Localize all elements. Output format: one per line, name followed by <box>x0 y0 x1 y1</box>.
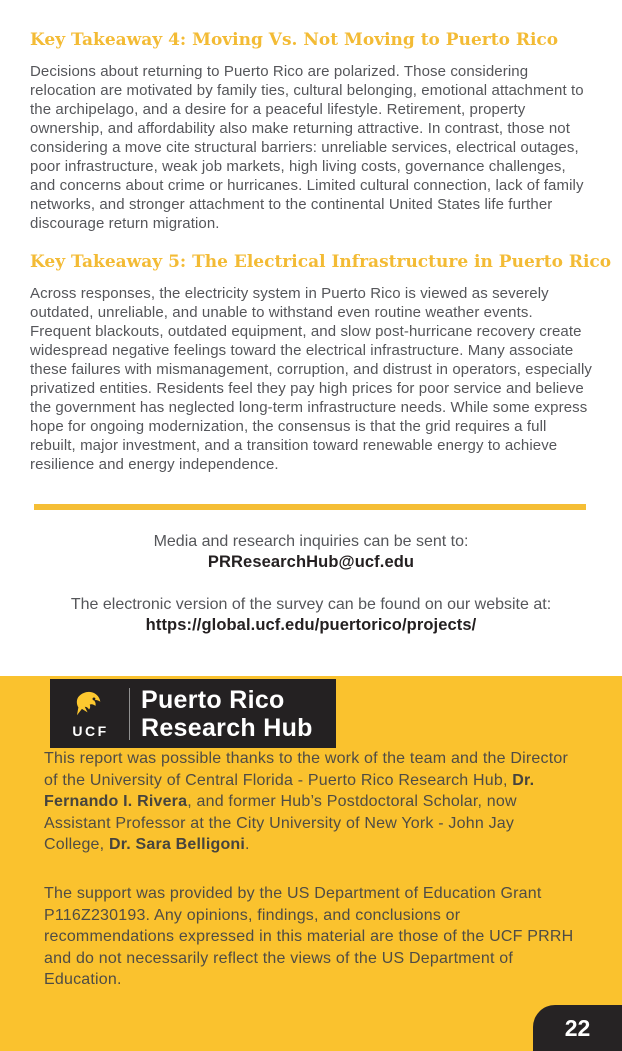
contact-spacer <box>30 572 592 595</box>
prrh-logo <box>50 679 336 748</box>
takeaway-5-heading: Key Takeaway 5: The Electrical Infrastructure in Puerto Rico <box>30 252 612 272</box>
logo-name-line2: Research Hub <box>141 713 313 742</box>
pegasus-eye <box>93 697 96 700</box>
credits-text-1: This report was possible thanks to the work of the team and the Director of the University of Central Florida - Puerto Rico Research Hub, <box>44 750 568 789</box>
credits-text-3: . <box>245 836 250 854</box>
director-name: Dr. Fernando I. Rivera <box>44 771 535 811</box>
media-inquiries-line: Media and research inquiries can be sent to: <box>153 533 469 550</box>
contact-block <box>30 532 592 635</box>
logo-name <box>141 686 313 742</box>
scholar-name: Dr. Sara Belligoni <box>108 836 246 854</box>
support-paragraph: The support was provided by the US Department of Education Grant P116Z230193. Any opinions, findings, and conclusions or recommendations expressed in this material are those of the UCF PRRH and do not necessarily reflect the views of the US Department of Education. <box>44 884 574 989</box>
ucf-pegasus-icon <box>72 689 106 723</box>
page-number-badge: 22 <box>533 1005 622 1051</box>
credits-text-2: , and former Hub’s Postdoctoral Scholar, now Assistant Professor at the City University of New York - John Jay College, <box>44 793 517 854</box>
contact-email-link[interactable]: PRResearchHub@ucf.edu <box>207 553 415 571</box>
ucf-mark <box>50 689 120 739</box>
footer-band <box>0 676 622 1051</box>
takeaway-5-body: Across responses, the electricity system in Puerto Rico is viewed as severely outdated, unreliable, and unable to withstand even routine weather events. Frequent blackouts, outdated equipment, and slow post-hurricane recovery create widespread negative feelings toward the electrical infrastructure. Many associate these failures with mismanagement, corruption, and distrust in operators, especially privatized entities. Residents feel they pay high prices for poor service and believe the government has neglected long-term infrastructure needs. While some express hope for ongoing modernization, the consensus is that the grid requires a full rebuilt, major investment, and a transition toward renewable energy to achieve resilience and energy independence. <box>30 285 593 473</box>
section-divider <box>34 504 586 510</box>
website-line: The electronic version of the survey can be found on our website at: <box>70 596 552 613</box>
takeaway-4-heading: Key Takeaway 4: Moving Vs. Not Moving to Puerto Rico <box>30 30 559 50</box>
website-url-link[interactable]: https://global.ucf.edu/puertorico/projects/ <box>145 616 477 634</box>
logo-name-line1: Puerto Rico <box>141 685 285 714</box>
logo-divider <box>129 688 130 740</box>
ucf-wordmark: UCF <box>72 722 109 739</box>
takeaway-4-body: Decisions about returning to Puerto Rico are polarized. Those considering relocation are motivated by family ties, cultural belonging, emotional attachment to the archipelago, and a desire for a peaceful lifestyle. Retirement, property ownership, and affordability also make returning attractive. In contrast, those not considering a move cite structural barriers: unreliable services, electrical outages, poor infrastructure, weak job markets, high living costs, governance challenges, and concerns about crime or hurricanes. Limited cultural connection, lack of family networks, and stronger attachment to the continental United States life further discourage return migration. <box>30 63 584 232</box>
